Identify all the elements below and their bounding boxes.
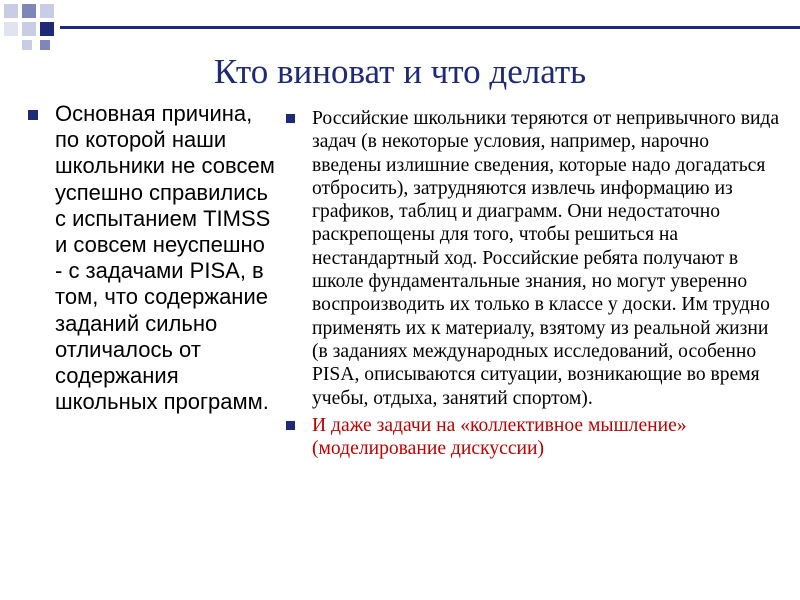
decor-square bbox=[22, 22, 36, 36]
list-item bbox=[282, 107, 782, 410]
highlight-bullet-text: И даже задачи на «коллективное мышление» (моделирование дискуссии) bbox=[312, 414, 687, 460]
slide-title: Кто виноват и что делать bbox=[213, 52, 587, 91]
decor-square bbox=[22, 40, 32, 50]
bullet-text: Российские школьники теряются от непривычного вида задач (в некоторые условия, например, нарочно введены излишние сведения, которые надо догадаться отбросить), затрудняются извлечь информацию из графиков, таблиц и диаграмм. Они недостаточно раскрепощены для того, чтобы решиться на нестандартный ход. Российские ребята получают в школе фундаментальные знания, но могут уверенно воспроизводить их только в классе у доски. Им трудно применять их к материалу, взятому из реальной жизни (в заданиях международных исследований, особенно PISA, описываются ситуации, возникающие во время учебы, отдыха, занятий спортом). bbox=[312, 108, 780, 409]
decor-square bbox=[4, 22, 18, 36]
decorative-header bbox=[0, 0, 800, 50]
square-bullet-icon bbox=[286, 114, 295, 123]
decor-square bbox=[22, 4, 36, 18]
right-bullet-list bbox=[282, 107, 782, 460]
square-bullet-icon bbox=[286, 421, 295, 430]
left-bullet-list bbox=[22, 101, 277, 415]
decor-square bbox=[4, 4, 18, 18]
decor-square bbox=[40, 4, 54, 18]
decor-square bbox=[40, 22, 54, 36]
list-item bbox=[282, 414, 782, 461]
bullet-text: Основная причина, по которой наши школьники не совсем успешно справились с испытанием TIMSS и совсем неуспешно - с задачами PISA, в том, что содержание заданий сильно отличалось от содержания школьных программ. bbox=[55, 101, 275, 415]
square-bullet-icon bbox=[28, 110, 38, 120]
list-item bbox=[22, 101, 277, 415]
decor-square bbox=[40, 40, 50, 50]
header-rule bbox=[60, 26, 800, 29]
